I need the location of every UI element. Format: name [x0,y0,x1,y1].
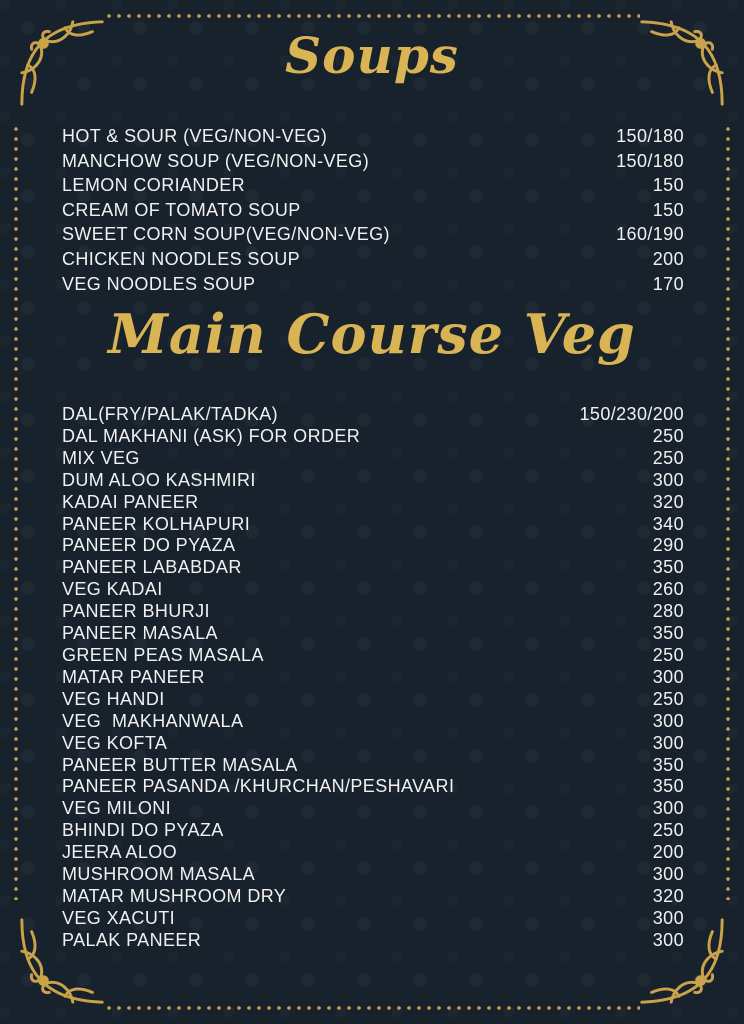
menu-item-name: PANEER PASANDA /KHURCHAN/PESHAVARI [62,776,455,797]
menu-item-price: 300 [652,710,684,731]
menu-item-name: SWEET CORN SOUP(VEG/NON-VEG) [62,224,390,245]
menu-item-name: PANEER LABABDAR [62,557,242,578]
menu-item-price: 320 [652,885,684,906]
menu-item [62,798,684,820]
menu-item-price: 170 [652,273,684,294]
soups-menu-list [62,124,684,296]
menu-item-price: 300 [652,732,684,753]
menu-item-price: 350 [652,557,684,578]
menu-item-name: PANEER BUTTER MASALA [62,754,298,775]
menu-item-name: DAL MAKHANI (ASK) FOR ORDER [62,425,361,446]
main-course-veg-menu-list [62,404,684,952]
menu-item [62,198,684,223]
menu-item [62,820,684,842]
menu-item-price: 250 [652,425,684,446]
menu-item-price: 300 [652,929,684,950]
menu-item-name: VEG MILONI [62,798,172,819]
menu-item-price: 150/180 [616,150,684,171]
menu-item-name: VEG KOFTA [62,732,168,753]
menu-item-name: PANEER KOLHAPURI [62,513,251,534]
menu-item-name: PANEER MASALA [62,623,218,644]
menu-item-name: VEG HANDI [62,688,165,709]
menu-item [62,247,684,272]
menu-item-price: 340 [652,513,684,534]
menu-item [62,930,684,952]
menu-item [62,222,684,247]
menu-item-name: PANEER DO PYAZA [62,535,236,556]
menu-item-price: 150/180 [616,126,684,146]
menu-item-name: CREAM OF TOMATO SOUP [62,199,301,220]
menu-item-price: 290 [652,535,684,556]
menu-item [62,173,684,198]
menu-item-name: VEG KADAI [62,579,163,600]
menu-item [62,272,684,297]
menu-item-price: 350 [652,776,684,797]
menu-item [62,124,684,149]
menu-item-name: MUSHROOM MASALA [62,864,256,885]
menu-item-name: HOT & SOUR (VEG/NON-VEG) [62,126,328,146]
menu-item-price: 250 [652,447,684,468]
menu-item-price: 160/190 [616,224,684,245]
menu-item [62,864,684,886]
menu-item [62,776,684,798]
menu-item [62,842,684,864]
left-dotted-border [14,124,18,900]
menu-item-price: 250 [652,820,684,841]
menu-item [62,557,684,579]
section-title-soups: Soups [285,26,459,85]
menu-item [62,149,684,174]
menu-item [62,733,684,755]
menu-item-name: MATAR MUSHROOM DRY [62,885,287,906]
menu-item [62,579,684,601]
menu-item-name: MANCHOW SOUP (VEG/NON-VEG) [62,150,370,171]
menu-item-name: DUM ALOO KASHMIRI [62,469,256,490]
menu-item-name: PANEER BHURJI [62,601,210,622]
menu-item-price: 200 [652,248,684,269]
menu-item-name: KADAI PANEER [62,491,199,512]
menu-item [62,426,684,448]
menu-item [62,514,684,536]
menu-item-price: 300 [652,798,684,819]
menu-item [62,535,684,557]
top-dotted-border [104,14,640,18]
menu-item-name: VEG XACUTI [62,907,176,928]
menu-item-name: LEMON CORIANDER [62,175,246,196]
menu-item-price: 150 [652,175,684,196]
menu-item-price: 300 [652,864,684,885]
section-title-main-course-veg: Main Course Veg [108,302,636,366]
menu-item-price: 300 [652,907,684,928]
menu-item-name: VEG NOODLES SOUP [62,273,256,294]
menu-item-price: 350 [652,623,684,644]
menu-item-price: 150 [652,199,684,220]
menu-item [62,448,684,470]
menu-item-name: GREEN PEAS MASALA [62,644,264,665]
menu-item-price: 200 [652,842,684,863]
menu-item-price: 150/230/200 [579,404,684,424]
menu-item [62,711,684,733]
menu-item [62,470,684,492]
bottom-dotted-border [104,1006,640,1010]
menu-item [62,601,684,623]
menu-item [62,492,684,514]
menu-item-name: CHICKEN NOODLES SOUP [62,248,301,269]
menu-item-name: VEG MAKHANWALA [62,710,244,731]
menu-item-name: BHINDI DO PYAZA [62,820,224,841]
menu-item [62,689,684,711]
menu-item [62,908,684,930]
right-dotted-border [726,124,730,900]
menu-item-name: PALAK PANEER [62,929,202,950]
menu-item [62,755,684,777]
menu-item-price: 300 [652,666,684,687]
menu-item-price: 350 [652,754,684,775]
menu-item-price: 280 [652,601,684,622]
menu-item-name: MIX VEG [62,447,140,468]
menu-item-name: DAL(FRY/PALAK/TADKA) [62,404,279,424]
menu-item [62,623,684,645]
menu-item-name: JEERA ALOO [62,842,178,863]
menu-item [62,645,684,667]
menu-item-price: 320 [652,491,684,512]
menu-item-name: MATAR PANEER [62,666,205,687]
menu-item-price: 250 [652,644,684,665]
menu-item-price: 300 [652,469,684,490]
menu-item [62,404,684,426]
menu-item [62,886,684,908]
menu-item-price: 250 [652,688,684,709]
menu-item-price: 260 [652,579,684,600]
menu-item [62,667,684,689]
